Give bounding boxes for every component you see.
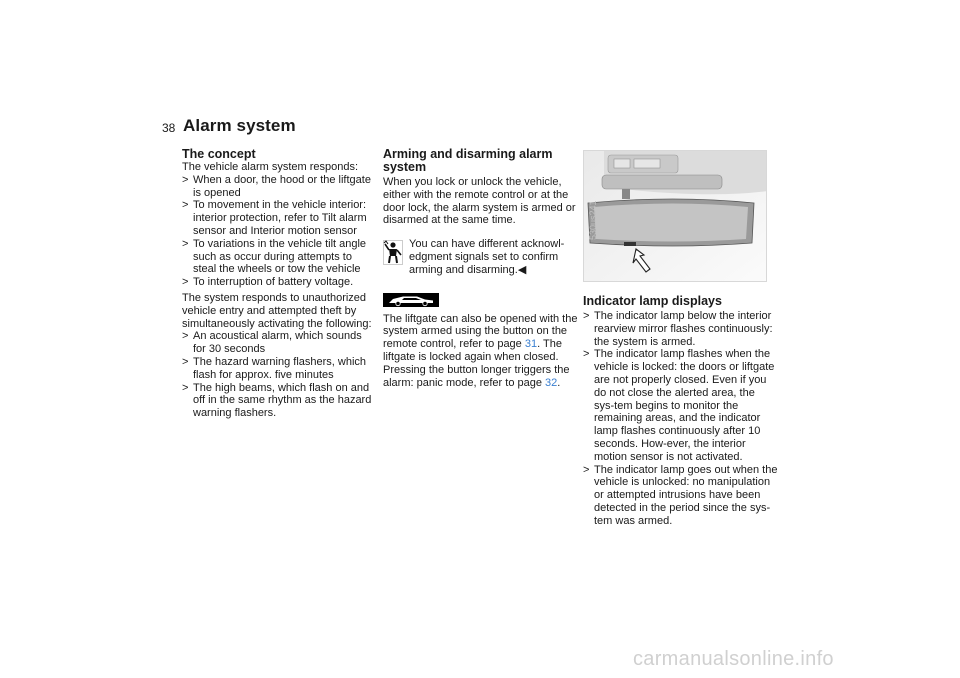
photo-code: 530us241 (588, 200, 598, 240)
liftgate-text-part: . (557, 376, 561, 389)
concept-section (182, 148, 377, 420)
liftgate-text (383, 313, 578, 390)
concept-intro: The vehicle alarm system responds: (182, 161, 359, 173)
list-item: > The hazard warning flashers, which flash for approx. five minutes (182, 356, 377, 382)
car-sedan-icon (383, 293, 439, 307)
list-item: > To variations in the vehicle tilt angle such as occur during attempts to steal the wheels or tow the vehicle (182, 238, 377, 276)
watermark: carmanualsonline.info (633, 648, 834, 670)
rearview-mirror-photo (583, 150, 767, 282)
page-32-link[interactable]: 32 (545, 376, 558, 389)
list-item: > The indicator lamp below the interior rearview mirror flashes continuously: the system is armed. (583, 310, 778, 348)
arming-text: When you lock or unlock the vehicle, either with the remote control or at the door lock, the alarm system is armed or disarmed at the same time. (383, 176, 576, 227)
page-31-link[interactable]: 31 (524, 338, 538, 351)
list-item: > To interruption of battery voltage. (182, 276, 377, 289)
concept-heading: The concept (182, 147, 256, 161)
note-block (383, 238, 578, 276)
list-item: > An acoustical alarm, which sounds for 30 seconds (182, 330, 377, 356)
arming-heading: Arming and disarming alarm system (383, 147, 553, 174)
mechanic-note-icon (383, 240, 403, 265)
list-item: > When a door, the hood or the liftgate is opened (182, 174, 377, 200)
liftgate-text-part: . The liftgate is locked again when closed. Pressing the button longer triggers the alarm: panic mode, refer to page (383, 338, 570, 389)
note-text: You can have different acknowl-edgment signals set to confirm arming and disarming. (409, 238, 565, 276)
indicator-section (583, 295, 778, 528)
responds-text: The system responds to unauthorized vehicle entry and attempted theft by simultaneously activating the following: (182, 291, 372, 330)
arming-section (383, 148, 578, 389)
indicator-heading: Indicator lamp displays (583, 294, 722, 308)
list-item: > The indicator lamp goes out when the vehicle is unlocked: no manipulation or attempted intrusions have been detected in the period since the sys-tem was armed. (583, 464, 778, 528)
page-number: 38 (162, 121, 176, 135)
indicator-list (583, 310, 778, 528)
end-marker: ◀ (517, 263, 527, 276)
list-item: > To movement in the vehicle interior: interior protection, refer to Tilt alarm sensor and Interior motion sensor (182, 199, 377, 237)
list-item: > The high beams, which flash on and off in the same rhythm as the hazard warning flashers. (182, 382, 377, 420)
liftgate-text-part: The liftgate can also be opened with the system armed using the button on the remote control, refer to page (383, 312, 578, 351)
activation-list (182, 330, 377, 420)
page-title: Alarm system (183, 116, 296, 135)
responds-list (182, 174, 377, 289)
list-item: > The indicator lamp flashes when the vehicle is locked: the doors or liftgate are not properly closed. Even if you do not close the alerted area, the sys-tem begins to monitor the remaining areas, and the indicator lamp flashes continuously after 10 seconds. How-ever, the interior motion sensor is not activated. (583, 348, 778, 463)
